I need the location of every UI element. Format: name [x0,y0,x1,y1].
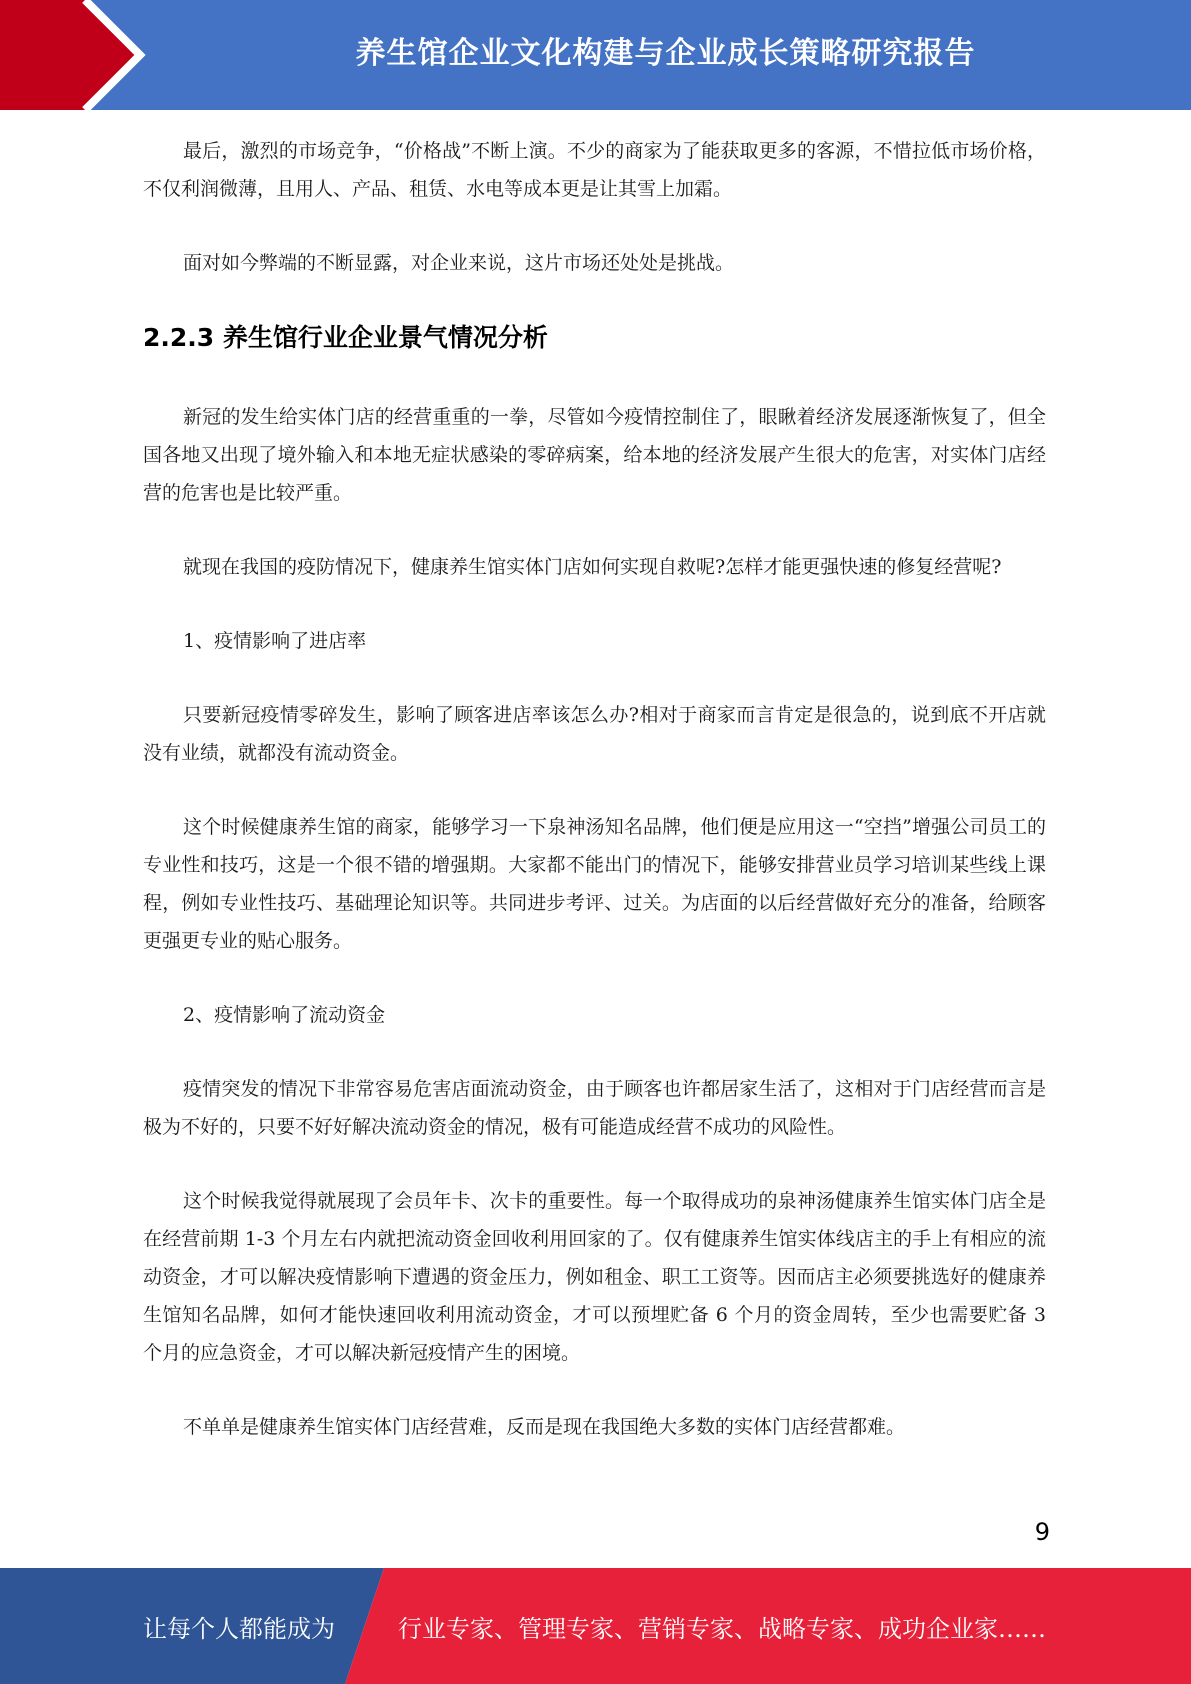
paragraph-challenges: 面对如今弊端的不断显露，对企业来说，这片市场还处处是挑战。 [183,252,735,274]
paragraph-price-war: 最后，激烈的市场竞争，“价格战”不断上演。不少的商家为了能获取更多的客源，不惜拉低市场价格，不仅利润微薄，且用人、产品、租赁、水电等成本更是让其雪上加霜。 [143,140,1046,200]
subheading-store-visits: 1、疫情影响了进店率 [183,630,367,652]
footer-slogan-right: 行业专家、管理专家、营销专家、战略专家、成功企业家…… [398,1614,1046,1643]
paragraph-store-visits: 只要新冠疫情零碎发生，影响了顾客进店率该怎么办?相对于商家而言肯定是很急的，说到底不开店就没有业绩，就都没有流动资金。 [143,704,1046,764]
page-header [0,0,1191,110]
report-title: 养生馆企业文化构建与企业成长策略研究报告 [355,36,976,71]
section-heading: 2.2.3 养生馆行业企业景气情况分析 [143,323,548,352]
page-number: 9 [1034,1518,1050,1546]
page-footer [0,1568,1191,1684]
paragraph-covid-impact: 新冠的发生给实体门店的经营重重的一拳，尽管如今疫情控制住了，眼瞅着经济发展逐渐恢复了，但全国各地又出现了境外输入和本地无症状感染的零碎病案，给本地的经济发展产生很大的危害，对实体门店经营的危害也是比较严重。 [143,406,1046,504]
footer-slogan-left: 让每个人都能成为 [143,1614,335,1643]
paragraph-self-rescue: 就现在我国的疫防情况下，健康养生馆实体门店如何实现自救呢?怎样才能更强快速的修复经营呢? [183,556,1002,578]
paragraph-cash-flow: 疫情突发的情况下非常容易危害店面流动资金，由于顾客也许都居家生活了，这相对于门店经营而言是极为不好的，只要不好好解决流动资金的情况，极有可能造成经营不成功的风险性。 [143,1078,1046,1138]
paragraph-staff-training: 这个时候健康养生馆的商家，能够学习一下泉神汤知名品牌，他们便是应用这一“空挡”增强公司员工的专业性和技巧，这是一个很不错的增强期。大家都不能出门的情况下，能够安排营业员学习培训某些线上课程，例如专业性技巧、基础理论知识等。共同进步考评、过关。为店面的以后经营做好充分的准备，给顾客更强更专业的贴心服务。 [143,816,1046,952]
subheading-cash-flow: 2、疫情影响了流动资金 [183,1004,386,1026]
paragraph-membership-cards: 这个时候我觉得就展现了会员年卡、次卡的重要性。每一个取得成功的泉神汤健康养生馆实体门店全是在经营前期 1-3 个月左右内就把流动资金回收利用回家的了。仅有健康养生馆实体线店主的手上有相应的流动资金，才可以解决疫情影响下遭遇的资金压力，例如租金、职工工资等。因而店主必须要挑选好的健康养生馆知名品牌，如何才能快速回收利用流动资金，才可以预埋贮备 6 个月的资金周转，至少也需要贮备 3 个月的应急资金，才可以解决新冠疫情产生的困境。 [143,1190,1046,1364]
paragraph-conclusion: 不单单是健康养生馆实体门店经营难，反而是现在我国绝大多数的实体门店经营都难。 [183,1416,906,1438]
page-body [143,132,1046,1482]
